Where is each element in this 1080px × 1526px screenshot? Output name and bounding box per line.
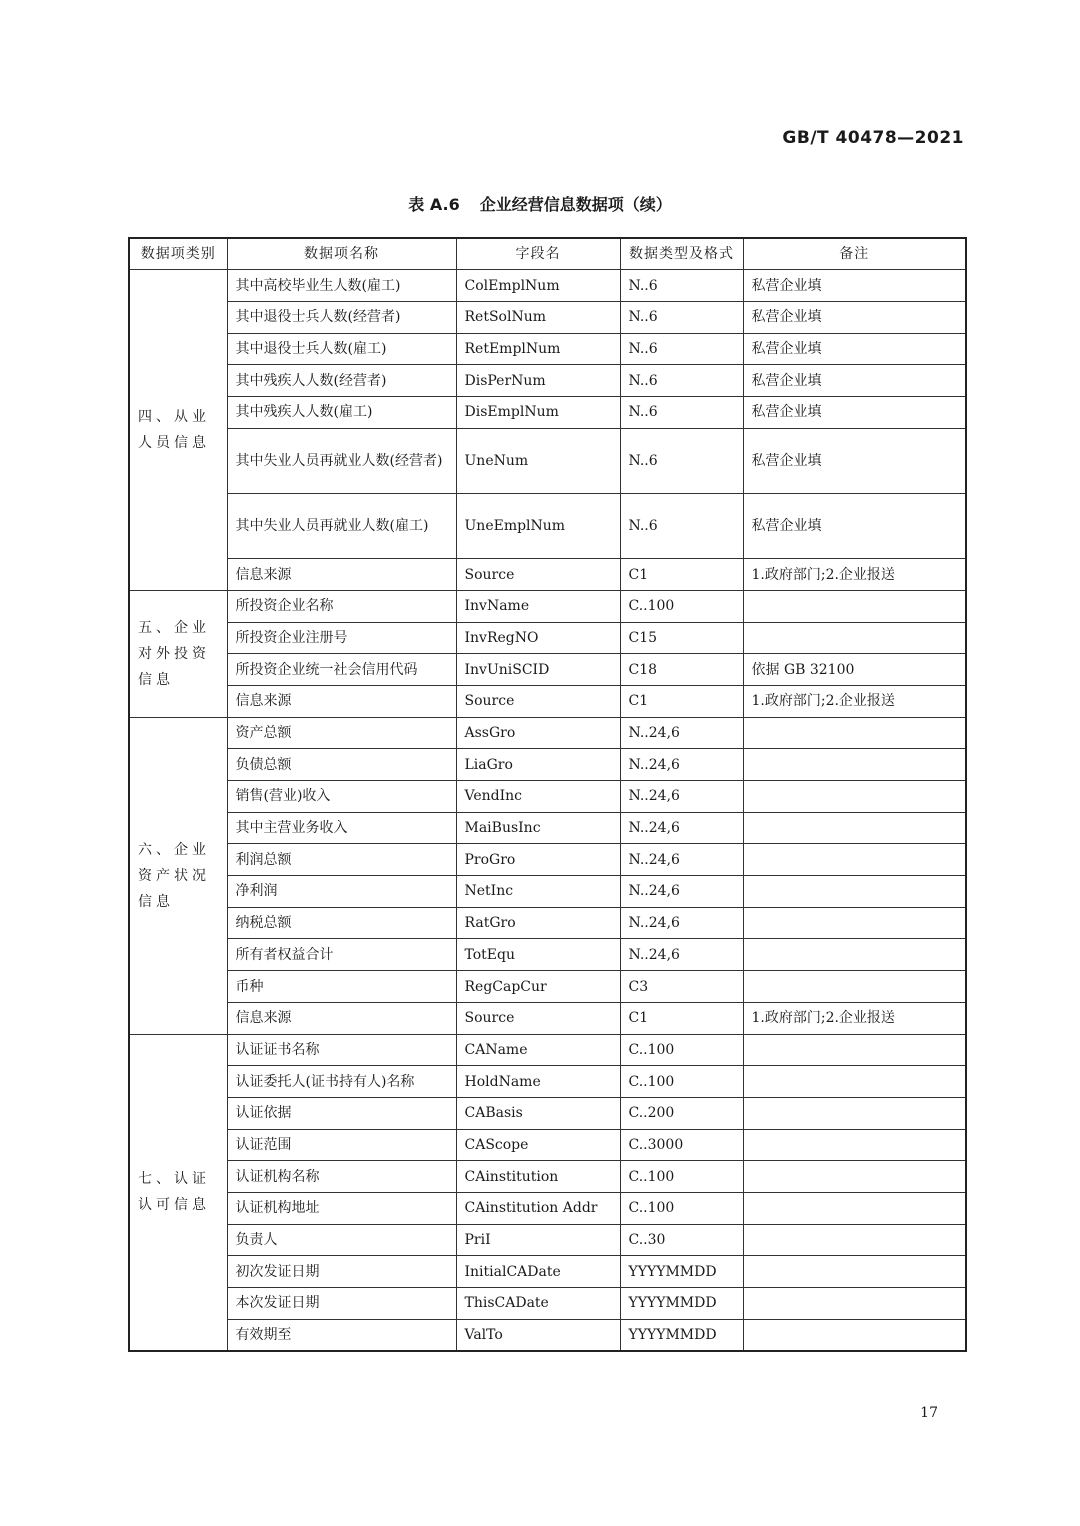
table-row <box>129 654 966 686</box>
data-type-cell: C..3000 <box>620 1129 743 1161</box>
column-header-item-name: 数据项名称 <box>227 238 456 270</box>
remarks-cell: 1.政府部门;2.企业报送 <box>743 559 966 591</box>
table-row <box>129 493 966 558</box>
field-name-cell: CAName <box>456 1034 620 1066</box>
remarks-cell <box>743 590 966 622</box>
field-name-cell: TotEqu <box>456 939 620 971</box>
table-row <box>129 812 966 844</box>
remarks-cell: 1.政府部门;2.企业报送 <box>743 685 966 717</box>
field-name-cell: Source <box>456 685 620 717</box>
data-type-cell: N..6 <box>620 333 743 365</box>
column-header-category: 数据项类别 <box>129 238 227 270</box>
column-header-remarks: 备注 <box>743 238 966 270</box>
item-name-cell: 负责人 <box>227 1224 456 1256</box>
table-row <box>129 685 966 717</box>
field-name-cell: DisPerNum <box>456 365 620 397</box>
data-type-cell: N..6 <box>620 365 743 397</box>
data-type-cell: N..24,6 <box>620 939 743 971</box>
remarks-cell <box>743 1319 966 1351</box>
table-row <box>129 876 966 908</box>
table-row <box>129 1224 966 1256</box>
field-name-cell: ValTo <box>456 1319 620 1351</box>
table-row <box>129 1034 966 1066</box>
table-row <box>129 1129 966 1161</box>
data-type-cell: C1 <box>620 685 743 717</box>
field-name-cell: PriI <box>456 1224 620 1256</box>
field-name-cell: RetEmplNum <box>456 333 620 365</box>
field-name-cell: UneNum <box>456 428 620 493</box>
remarks-cell <box>743 971 966 1003</box>
data-type-cell: N..6 <box>620 301 743 333</box>
item-name-cell: 信息来源 <box>227 1002 456 1034</box>
field-name-cell: NetInc <box>456 876 620 908</box>
data-type-cell: C..100 <box>620 1161 743 1193</box>
table-row <box>129 1256 966 1288</box>
table-row <box>129 559 966 591</box>
table-row <box>129 939 966 971</box>
remarks-cell: 私营企业填 <box>743 333 966 365</box>
table-header <box>129 238 966 270</box>
field-name-cell: MaiBusInc <box>456 812 620 844</box>
data-type-cell: N..24,6 <box>620 812 743 844</box>
data-type-cell: C1 <box>620 559 743 591</box>
data-items-table <box>128 237 967 1352</box>
item-name-cell: 所有者权益合计 <box>227 939 456 971</box>
remarks-cell <box>743 1129 966 1161</box>
item-name-cell: 本次发证日期 <box>227 1288 456 1320</box>
table-row <box>129 333 966 365</box>
data-type-cell: YYYYMMDD <box>620 1288 743 1320</box>
remarks-cell <box>743 844 966 876</box>
data-type-cell: N..6 <box>620 270 743 302</box>
field-name-cell: InitialCADate <box>456 1256 620 1288</box>
field-name-cell: InvUniSCID <box>456 654 620 686</box>
data-type-cell: C..100 <box>620 1066 743 1098</box>
item-name-cell: 认证依据 <box>227 1097 456 1129</box>
data-type-cell: YYYYMMDD <box>620 1319 743 1351</box>
table-row <box>129 396 966 428</box>
table-row <box>129 971 966 1003</box>
table-row <box>129 1288 966 1320</box>
item-name-cell: 信息来源 <box>227 559 456 591</box>
table-body <box>129 270 966 1351</box>
item-name-cell: 币种 <box>227 971 456 1003</box>
item-name-cell: 信息来源 <box>227 685 456 717</box>
item-name-cell: 其中失业人员再就业人数(经营者) <box>227 428 456 493</box>
data-type-cell: YYYYMMDD <box>620 1256 743 1288</box>
data-type-cell: C15 <box>620 622 743 654</box>
item-name-cell: 所投资企业注册号 <box>227 622 456 654</box>
field-name-cell: RatGro <box>456 907 620 939</box>
table-row <box>129 1002 966 1034</box>
data-type-cell: C..100 <box>620 590 743 622</box>
item-name-cell: 净利润 <box>227 876 456 908</box>
category-cell: 七、认证认可信息 <box>129 1034 227 1351</box>
item-name-cell: 其中主营业务收入 <box>227 812 456 844</box>
field-name-cell: CABasis <box>456 1097 620 1129</box>
category-cell: 五、企业对外投资信息 <box>129 590 227 717</box>
field-name-cell: Source <box>456 559 620 591</box>
data-type-cell: N..24,6 <box>620 907 743 939</box>
table-row <box>129 717 966 749</box>
data-type-cell: C..30 <box>620 1224 743 1256</box>
item-name-cell: 所投资企业统一社会信用代码 <box>227 654 456 686</box>
item-name-cell: 其中残疾人人数(雇工) <box>227 396 456 428</box>
data-type-cell: N..6 <box>620 493 743 558</box>
item-name-cell: 销售(营业)收入 <box>227 781 456 813</box>
remarks-cell: 私营企业填 <box>743 270 966 302</box>
remarks-cell: 依据 GB 32100 <box>743 654 966 686</box>
table-row <box>129 270 966 302</box>
table-row <box>129 749 966 781</box>
table-row <box>129 1161 966 1193</box>
data-type-cell: C18 <box>620 654 743 686</box>
item-name-cell: 初次发证日期 <box>227 1256 456 1288</box>
table-caption <box>0 192 1080 215</box>
table-row <box>129 301 966 333</box>
table-row <box>129 428 966 493</box>
field-name-cell: HoldName <box>456 1066 620 1098</box>
table-row <box>129 1192 966 1224</box>
remarks-cell <box>743 1224 966 1256</box>
field-name-cell: InvRegNO <box>456 622 620 654</box>
field-name-cell: ThisCADate <box>456 1288 620 1320</box>
data-type-cell: N..24,6 <box>620 749 743 781</box>
item-name-cell: 认证证书名称 <box>227 1034 456 1066</box>
remarks-cell <box>743 1066 966 1098</box>
item-name-cell: 其中退役士兵人数(经营者) <box>227 301 456 333</box>
table-caption-title: 企业经营信息数据项（续） <box>479 195 672 214</box>
data-type-cell: C..100 <box>620 1192 743 1224</box>
field-name-cell: CAinstitution Addr <box>456 1192 620 1224</box>
remarks-cell <box>743 1034 966 1066</box>
standard-code: GB/T 40478—2021 <box>782 128 964 148</box>
item-name-cell: 认证范围 <box>227 1129 456 1161</box>
remarks-cell: 私营企业填 <box>743 428 966 493</box>
field-name-cell: ColEmplNum <box>456 270 620 302</box>
category-cell: 六、企业资产状况信息 <box>129 717 227 1034</box>
item-name-cell: 其中残疾人人数(经营者) <box>227 365 456 397</box>
field-name-cell: AssGro <box>456 717 620 749</box>
field-name-cell: RetSolNum <box>456 301 620 333</box>
remarks-cell <box>743 907 966 939</box>
remarks-cell <box>743 1097 966 1129</box>
remarks-cell: 私营企业填 <box>743 365 966 397</box>
item-name-cell: 资产总额 <box>227 717 456 749</box>
field-name-cell: VendInc <box>456 781 620 813</box>
remarks-cell <box>743 1288 966 1320</box>
table-row <box>129 907 966 939</box>
header-row <box>129 238 966 270</box>
remarks-cell <box>743 749 966 781</box>
field-name-cell: RegCapCur <box>456 971 620 1003</box>
remarks-cell <box>743 1161 966 1193</box>
item-name-cell: 负债总额 <box>227 749 456 781</box>
remarks-cell <box>743 622 966 654</box>
field-name-cell: DisEmplNum <box>456 396 620 428</box>
data-type-cell: C..100 <box>620 1034 743 1066</box>
field-name-cell: ProGro <box>456 844 620 876</box>
table-row <box>129 622 966 654</box>
remarks-cell <box>743 939 966 971</box>
data-type-cell: C..200 <box>620 1097 743 1129</box>
data-type-cell: N..6 <box>620 428 743 493</box>
data-type-cell: N..24,6 <box>620 844 743 876</box>
item-name-cell: 其中失业人员再就业人数(雇工) <box>227 493 456 558</box>
table-caption-number: 表 A.6 <box>408 195 460 214</box>
data-type-cell: N..24,6 <box>620 717 743 749</box>
remarks-cell: 1.政府部门;2.企业报送 <box>743 1002 966 1034</box>
field-name-cell: Source <box>456 1002 620 1034</box>
remarks-cell <box>743 1256 966 1288</box>
table-row <box>129 365 966 397</box>
field-name-cell: CAScope <box>456 1129 620 1161</box>
column-header-data-type: 数据类型及格式 <box>620 238 743 270</box>
table-row <box>129 844 966 876</box>
item-name-cell: 纳税总额 <box>227 907 456 939</box>
table-row <box>129 781 966 813</box>
remarks-cell <box>743 717 966 749</box>
item-name-cell: 有效期至 <box>227 1319 456 1351</box>
field-name-cell: InvName <box>456 590 620 622</box>
data-type-cell: N..24,6 <box>620 781 743 813</box>
remarks-cell: 私营企业填 <box>743 301 966 333</box>
column-header-field-name: 字段名 <box>456 238 620 270</box>
data-type-cell: C3 <box>620 971 743 1003</box>
table-row <box>129 1097 966 1129</box>
item-name-cell: 认证委托人(证书持有人)名称 <box>227 1066 456 1098</box>
remarks-cell <box>743 812 966 844</box>
item-name-cell: 利润总额 <box>227 844 456 876</box>
page-number: 17 <box>920 1405 938 1421</box>
item-name-cell: 其中高校毕业生人数(雇工) <box>227 270 456 302</box>
field-name-cell: LiaGro <box>456 749 620 781</box>
item-name-cell: 认证机构地址 <box>227 1192 456 1224</box>
data-type-cell: N..24,6 <box>620 876 743 908</box>
field-name-cell: CAinstitution <box>456 1161 620 1193</box>
table-row <box>129 590 966 622</box>
remarks-cell: 私营企业填 <box>743 396 966 428</box>
remarks-cell <box>743 781 966 813</box>
item-name-cell: 认证机构名称 <box>227 1161 456 1193</box>
remarks-cell: 私营企业填 <box>743 493 966 558</box>
item-name-cell: 其中退役士兵人数(雇工) <box>227 333 456 365</box>
category-cell: 四、从业人员信息 <box>129 270 227 591</box>
remarks-cell <box>743 876 966 908</box>
item-name-cell: 所投资企业名称 <box>227 590 456 622</box>
field-name-cell: UneEmplNum <box>456 493 620 558</box>
data-type-cell: N..6 <box>620 396 743 428</box>
remarks-cell <box>743 1192 966 1224</box>
table-row <box>129 1066 966 1098</box>
table-row <box>129 1319 966 1351</box>
data-type-cell: C1 <box>620 1002 743 1034</box>
